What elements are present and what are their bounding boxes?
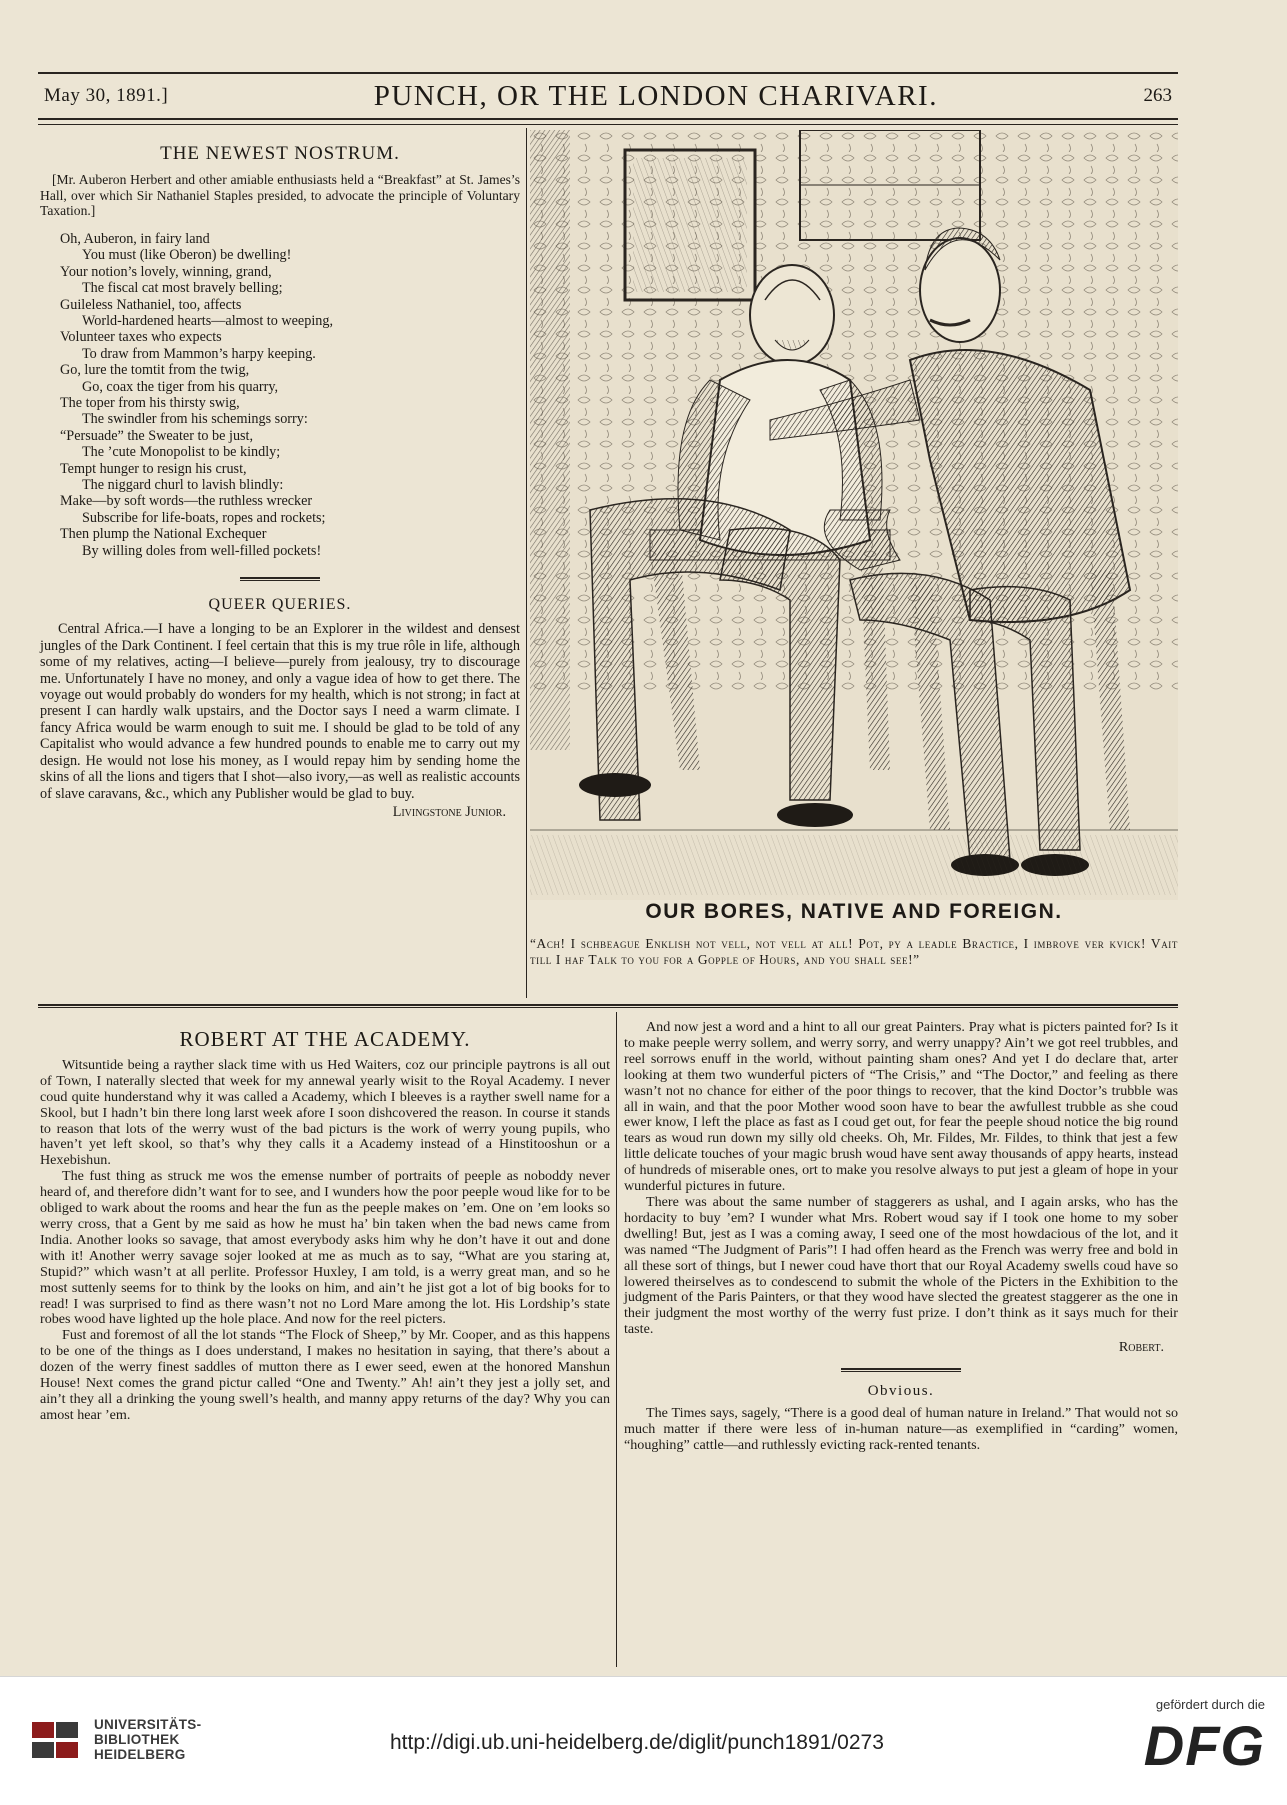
section-divider [841, 1368, 961, 1372]
robert-signature: Robert. [1118, 1339, 1164, 1356]
article-paragraph: The fust thing as struck me wos the emense number of portraits of peeple as noboddy never heard of, and therefore didn’t want for to see, and I wunders how the poor peeple woud like for to be obliged to wark about the rooms and hear the fun as the peeple makes on ’em. One on ’em looks so werry cross, that a Gent by me said as how he must ha’ bin taken when the bad news came from India. Another looks so savage, that amost everybody asks him why he don’t have it out and done with it! Another werry savage sojer looked at me as much as to say, “What are you staring at, Stupid?” which wasn’t at all perlite. Professor Huxley, I am told, is a werry great man, and so he most suttenly seems for to think by the looks on him, and ain’t he jist got a lot of big books for to read! I was surprised to find as there wasn’t not no Lord Mare among the lot. His Lordship’s state robes wood have lighted up the hole place. And now for the reel picters. [40, 1168, 610, 1328]
library-seal-icon [30, 1718, 82, 1762]
verse-line: The fiscal cat most bravely belling; [82, 280, 283, 297]
digitization-footer [0, 1676, 1287, 1805]
cartoon-illustration [530, 130, 1178, 900]
article-paragraph: Witsuntide being a rayther slack time with us Hed Waiters, coz our principle paytrons is all out of Town, I naterally slected that week for my annewal yearly wisit to the Royal Academy. I never coud quite hunderstand why it was called a Academy, which I bleeves is a rayther swell name for a Skool, but I hadn’t bin there long larst week afore I soon dishcovered the reason. In course it stands to reason that lots of the werry wust of the bad picturs is the work of werry young pupils, who haven’t yet left skool, so that’s why they calls it a Academy instead of a Hinstitooshun or a Hexebishun. [40, 1056, 610, 1169]
verse-line: Go, lure the tomtit from the twig, [60, 362, 250, 379]
verse-line: To draw from Mammon’s harpy keeping. [82, 345, 316, 362]
article-paragraph: And now jest a word and a hint to all our great Painters. Pray what is picters painted for? Is it to make peeple werry sollem, and werry sorry, and werry unappy? Ain’t we got reel trubbles, and reel sorrows enuff in the world, without painting sham ones? And yet I do declare that, arter looking at them two wunderful picters of “The Crisis,” and “The Doctor,” and feeling as there wasn’t not no chance for either of the poor things to recover, that the kind Doctor’s trubble was all in wain, and that the poor Mother wood soon have to bear the awfullest trubble as she coud ewer know, I left the place as fast as I coud get out, for fear the peeple shoud notice the big round tears as woud run down my silly old cheeks. Oh, Mr. Fildes, Mr. Fildes, to think that jest a few little delicate touches of your magic brush woud have sent away thousands of appy hearts, instead of hundreds of miserable ones, ort to make you resolve always to put jest a gleam of hope in your wunderful pictures in future. [624, 1019, 1178, 1195]
library-name [94, 1717, 201, 1762]
left-column [40, 140, 520, 820]
funder-block [1143, 1697, 1265, 1777]
verse-line: World-hardened hearts—almost to weeping, [82, 312, 334, 329]
cartoon-title: OUR BORES, NATIVE AND FOREIGN. [645, 900, 1063, 923]
nostrum-intro: [Mr. Auberon Herbert and other amiable enthusiasts held a “Breakfast” at St. James’s Hall, over which Sir Nathaniel Staples presided, to advocate the principle of Voluntary Taxation.] [40, 172, 520, 219]
queries-body: Central Africa.—I have a longing to be an Explorer in the wildest and densest jungles of the Dark Continent. I feel certain that this is my true rôle in life, although some of my relatives, acting—I believe—purely from jealousy, try to discourage me. Unfortunately I have no money, and only a vague idea of how to get there. The voyage out would probably do wonders for my health, which is not strong; in fact at present I can hardly walk upstairs, and the Doctor says I need a warm climate. I fancy Africa would be warm enough to suit me. I should be glad to be told of any Capitalist who would advance a few hundred pounds to enable me to carry out my design. He would not lose his money, as I would repay him by sending home the skins of all the lions and tigers that I shot—also ivory,—as well as realistic accounts of slave caravans, &c., which any Publisher would be glad to buy. [40, 621, 520, 802]
article-paragraph: Fust and foremost of all the lot stands “The Flock of Sheep,” by Mr. Cooper, and as this happens to be one of the things as I does understand, I makes no hesitation in saying, that there’s about a dozen of the werry finest saddles of mutton there as I ewer seed, ewen at the honored Manshun House! Next comes the grand pictur called “One and Twenty.” Ah! ain’t they jest a jolly set, and ain’t they all a drinking the young swell’s health, and manny appy returns of the day? Why you can amost hear ’em. [40, 1327, 610, 1423]
library-name-line: UNIVERSITÄTS- [94, 1717, 202, 1732]
verse-line: Your notion’s lovely, winning, grand, [60, 263, 272, 280]
section-divider [240, 577, 320, 581]
queries-signature: Livingstone Junior. [392, 803, 506, 820]
nostrum-verse [40, 231, 520, 559]
cartoon-caption: “Ach! I schbeague Enklish not vell, not vell at all! Pot, py a leadle Bractice, I imbrove ver kvick! Vait till I haf Talk to you for a Gopple of Hours, and you shall see!” [530, 936, 1178, 967]
article-paragraph: There was about the same number of staggerers as ushal, and I again arsks, who has the hordacity to buy ’em? I wunder what Mrs. Robert woud say if I took one home to my sober dwelling! But, jest as I was a coming away, I seed one of the most howdacious of the lot, and it was named “The Judgment of Paris”! I had offen heard as the French was werry free and bold in all these sort of things, but I newer coud have thort that our Royal Academy swells coud have so lowered theirselves as to condescend to submit the whole of the Picters in the Exhibition to the judgment of the Paris Painters, or that they wood have slected the greatest staggerer as the one in their judgment the most worthy of the werry fust prize. I don’t think as it says much for their taste. [624, 1193, 1178, 1338]
page-number: 263 [1143, 85, 1172, 106]
robert-article-right [624, 1020, 1178, 1454]
page-header [38, 72, 1178, 120]
column-rule [526, 128, 527, 998]
permalink-url[interactable]: http://digi.ub.uni-heidelberg.de/diglit/punch1891/0273 [390, 1731, 884, 1754]
obvious-title: Obvious. [867, 1383, 935, 1400]
obvious-body: The Times says, sagely, “There is a good deal of human nature in Ireland.” That would not so much matter if there were less of in-human nature—as exemplified in “carding” women, “houghing” cattle—and ruthlessly evicting rack-rented tenants. [624, 1404, 1178, 1453]
header-rule [38, 124, 1178, 128]
verse-line: Go, coax the tiger from his quarry, [82, 378, 279, 395]
robert-article-left [40, 1027, 610, 1424]
section-rule [38, 1004, 1178, 1008]
verse-line: The swindler from his schemings sorry: [82, 411, 308, 428]
verse-line: The toper from his thirsty swig, [60, 394, 240, 411]
verse-line: Guileless Nathaniel, too, affects [60, 296, 242, 313]
verse-line: Volunteer taxes who expects [60, 329, 222, 346]
engraving-image [530, 130, 1178, 900]
library-name-line: BIBLIOTHEK [94, 1732, 180, 1747]
library-name-line: HEIDELBERG [94, 1747, 186, 1762]
verse-line: Subscribe for life-boats, ropes and rockets; [82, 509, 326, 526]
verse-line: By willing doles from well-filled pockets! [82, 542, 322, 559]
column-rule-lower [616, 1012, 617, 1667]
verse-line: Make—by soft words—the ruthless wrecker [60, 493, 313, 510]
masthead-title: PUNCH, OR THE LONDON CHARIVARI. [373, 79, 938, 112]
verse-line: Then plump the National Exchequer [60, 526, 267, 543]
verse-line: The ’cute Monopolist to be kindly; [82, 444, 281, 461]
verse-line: You must (like Oberon) be dwelling! [82, 247, 292, 264]
verse-line: The niggard churl to lavish blindly: [82, 477, 284, 493]
issue-date: May 30, 1891.] [44, 85, 169, 106]
robert-title: ROBERT AT THE ACADEMY. [179, 1027, 471, 1051]
dfg-logo: DFG [1143, 1714, 1265, 1777]
nostrum-title: THE NEWEST NOSTRUM. [160, 143, 400, 164]
verse-line: Oh, Auberon, in fairy land [60, 230, 210, 247]
library-logo [30, 1717, 201, 1762]
funded-by-label: gefördert durch die [1155, 1697, 1265, 1712]
verse-line: “Persuade” the Sweater to be just, [60, 427, 254, 444]
queries-title: QUEER QUERIES. [208, 596, 352, 614]
verse-line: Tempt hunger to resign his crust, [60, 460, 247, 477]
